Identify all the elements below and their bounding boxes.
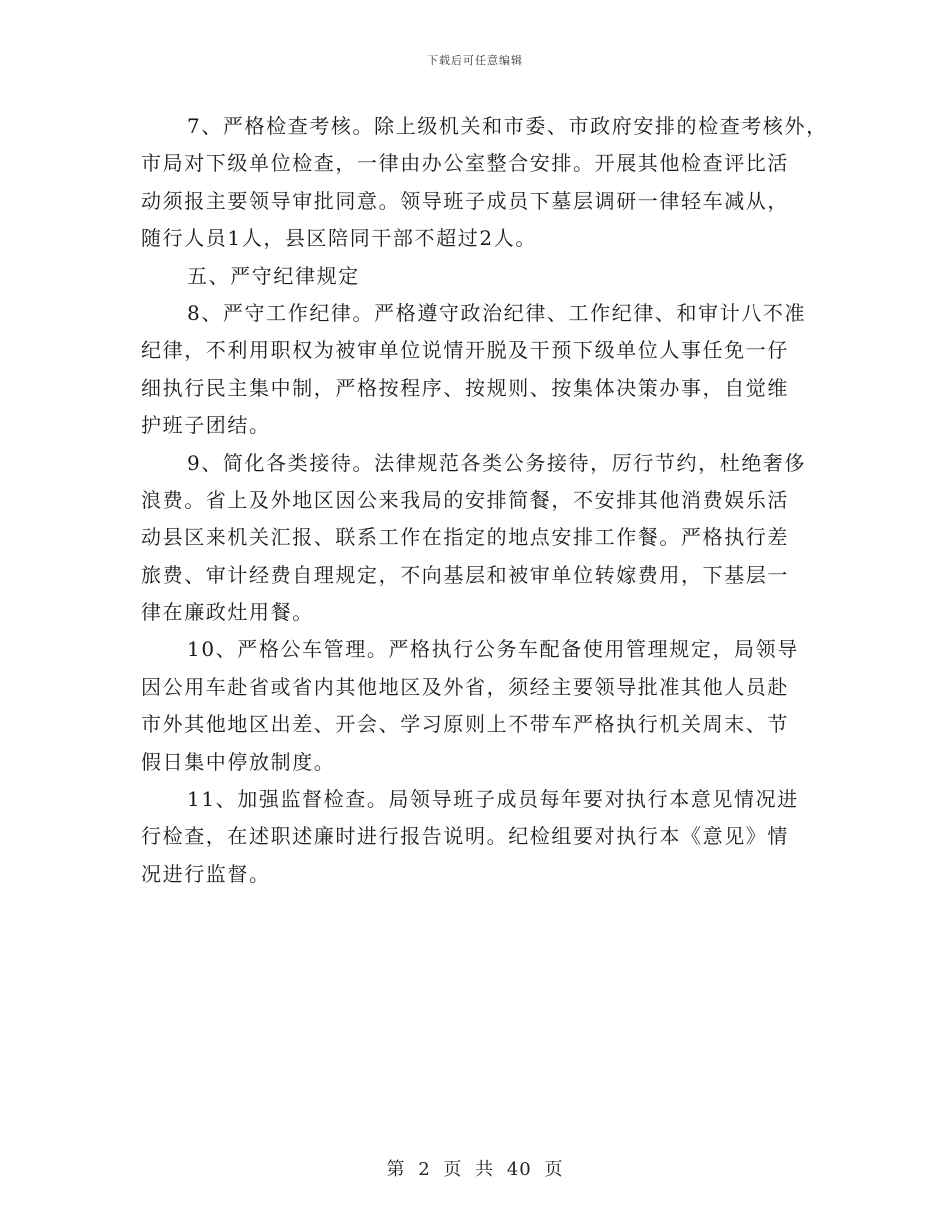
paragraph-line: 9、简化各类接待。法律规范各类公务接待，厉行节约，杜绝奢侈 [187,450,807,475]
page-number-footer: 第 2 页 共 40 页 [386,1159,564,1180]
paragraph-line: 律在廉政灶用餐。 [141,600,314,625]
paragraph-line: 旅费、审计经费自理规定，不向基层和被审单位转嫁费用，下基层一 [141,562,789,587]
paragraph-line: 市局对下级单位检查，一律由办公室整合安排。开展其他检查评比活 [141,151,789,176]
paragraph-line: 11、加强监督检查。局领导班子成员每年要对执行本意见情况进 [187,787,799,812]
paragraph-line: 细执行民主集中制，严格按程序、按规则、按集体决策办事，自觉维 [141,375,789,400]
paragraph-line: 随行人员1人，县区陪同干部不超过2人。 [141,226,537,251]
paragraph-line: 7、严格检查考核。除上级机关和市委、市政府安排的检查考核外， [187,114,828,138]
paragraph-line: 8、严守工作纪律。严格遵守政治纪律、工作纪律、和审计八不准 [187,300,807,325]
paragraph-line: 动县区来机关汇报、联系工作在指定的地点安排工作餐。严格执行差 [141,525,789,550]
paragraph-line: 10、严格公车管理。严格执行公务车配备使用管理规定，局领导 [187,637,799,662]
page-header: 下载后可任意编辑 [427,54,523,67]
paragraph-line: 动须报主要领导审批同意。领导班子成员下墓层调研一律轻车减从， [141,188,789,213]
paragraph-line: 假日集中停放制度。 [141,749,336,774]
paragraph-line: 浪费。省上及外地区因公来我局的安排简餐，不安排其他消费娱乐活 [141,487,789,512]
paragraph-line: 护班子团结。 [141,413,271,438]
paragraph-line: 纪律，不利用职权为被审单位说情开脱及干预下级单位人事任免一仔 [141,338,789,363]
paragraph-line: 因公用车赴省或省内其他地区及外省，须经主要领导批准其他人员赴 [141,674,789,699]
paragraph-line: 况进行监督。 [141,861,271,886]
paragraph-line: 市外其他地区出差、开会、学习原则上不带车严格执行机关周末、节 [141,712,789,737]
document-body [141,108,831,893]
section-heading: 五、严守纪律规定 [187,263,360,288]
paragraph-line: 行检查，在述职述廉时进行报告说明。纪检组要对执行本《意见》情 [141,824,789,849]
